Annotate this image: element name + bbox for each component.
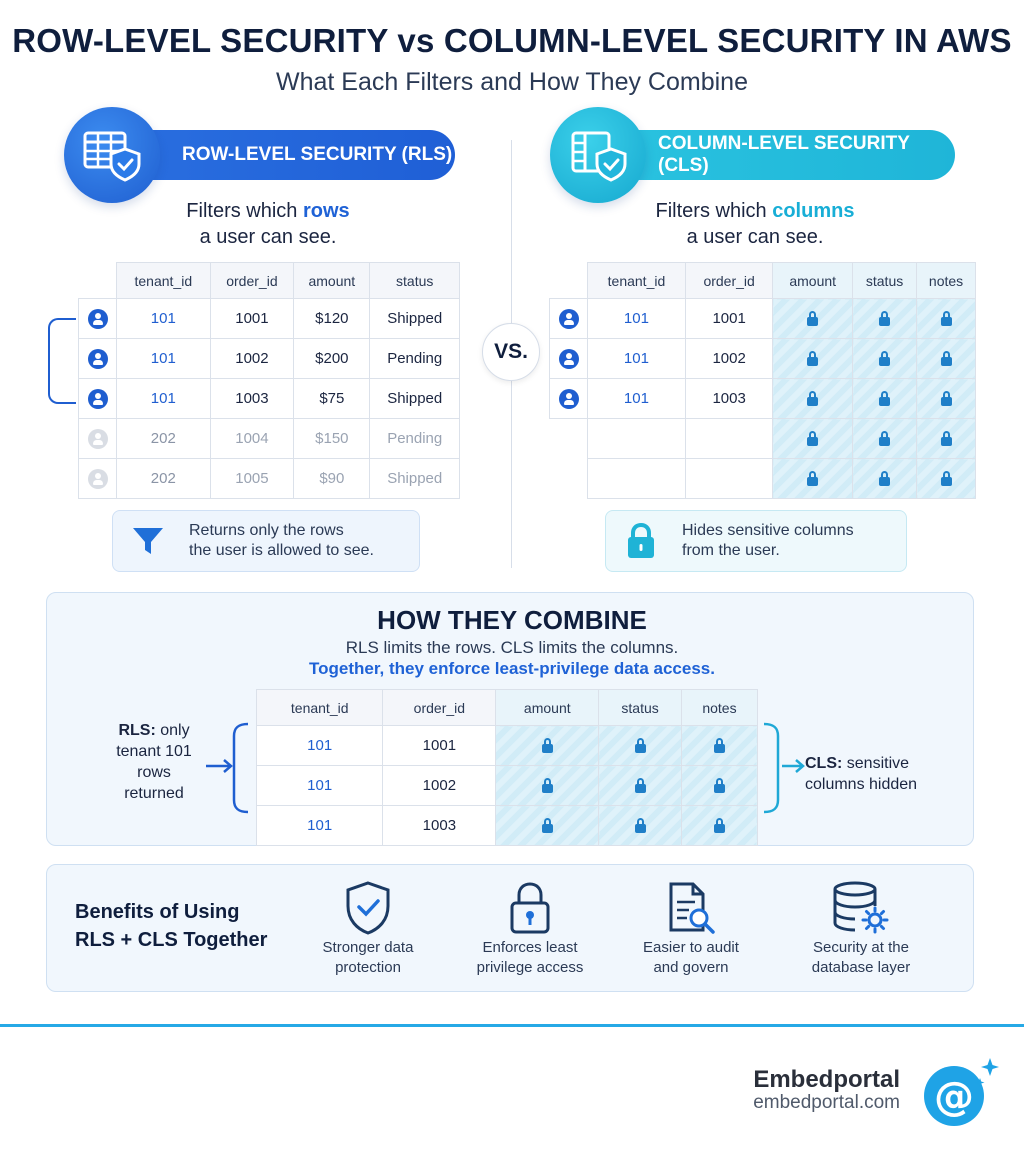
rls-table — [78, 262, 460, 499]
brand-logo-icon — [918, 1054, 1004, 1130]
footer-divider — [0, 1024, 1024, 1027]
table-cell: $120 — [294, 299, 370, 339]
lock-icon — [635, 744, 646, 753]
lock-icon — [941, 317, 952, 326]
combine-table — [256, 689, 758, 846]
combine-line1: RLS limits the rows. CLS limits the columns. — [345, 638, 679, 657]
lock-icon — [807, 357, 818, 366]
cls-table-shield-icon — [550, 107, 646, 203]
cls-col-header: amount — [773, 263, 853, 299]
table-cell: 101 — [588, 339, 686, 379]
combine-col-header: notes — [681, 690, 757, 726]
table-cell: 1004 — [210, 419, 294, 459]
cls-note-line2: from the user. — [682, 542, 780, 559]
table-cell: 101 — [588, 299, 686, 339]
table-row-empty — [550, 459, 976, 499]
rls-header-spacer — [79, 263, 117, 299]
rls-note — [112, 510, 420, 572]
table-cell: 1001 — [383, 726, 496, 766]
rls-bracket-arrow — [204, 722, 256, 814]
table-cell: 1005 — [210, 459, 294, 499]
table-row — [79, 379, 460, 419]
shield-check-icon — [344, 880, 392, 936]
lock-icon — [542, 784, 553, 793]
cls-header-spacer — [550, 263, 588, 299]
padlock-icon — [508, 880, 552, 936]
svg-text:@: @ — [934, 1074, 974, 1120]
combine-line2: Together, they enforce least-privilege data access. — [309, 659, 715, 678]
document-search-icon — [665, 880, 717, 936]
table-cell: 101 — [257, 726, 383, 766]
cls-col-header: status — [853, 263, 917, 299]
combine-col-header: amount — [496, 690, 599, 726]
cls-header-pill — [598, 130, 955, 180]
lock-icon — [879, 357, 890, 366]
table-cell: Shipped — [370, 379, 460, 419]
rls-description: Filters which rows a user can see. — [186, 200, 350, 248]
benefit-item: Security at the database layer — [786, 878, 936, 978]
table-cell: Shipped — [370, 459, 460, 499]
user-icon — [88, 349, 108, 369]
cls-description: Filters which columns a user can see. — [655, 200, 855, 248]
rls-col-header: status — [370, 263, 460, 299]
lock-icon — [807, 317, 818, 326]
user-icon — [88, 429, 108, 449]
benefits-title: Benefits of Using RLS + CLS Together — [75, 901, 268, 951]
cls-col-header: tenant_id — [588, 263, 686, 299]
table-cell: 101 — [117, 299, 211, 339]
table-cell: 1003 — [210, 379, 294, 419]
table-cell: Pending — [370, 419, 460, 459]
combine-title: HOW THEY COMBINE — [377, 605, 647, 635]
table-cell: 101 — [257, 766, 383, 806]
rls-col-header: tenant_id — [117, 263, 211, 299]
table-row — [550, 339, 976, 379]
table-row-empty — [550, 419, 976, 459]
user-icon — [559, 349, 579, 369]
table-cell: 101 — [117, 339, 211, 379]
benefit-item: Easier to audit and govern — [616, 878, 766, 978]
user-icon — [88, 389, 108, 409]
combine-cls-label: CLS: sensitive columns hidden — [805, 755, 918, 793]
table-row — [550, 299, 976, 339]
cls-col-header: notes — [917, 263, 976, 299]
funnel-icon — [131, 524, 165, 558]
table-cell: 1002 — [210, 339, 294, 379]
cls-table — [549, 262, 976, 499]
cls-note-line1: Hides sensitive columns — [682, 522, 854, 539]
rls-header-pill — [110, 130, 455, 180]
table-row — [79, 299, 460, 339]
rls-col-header: amount — [294, 263, 370, 299]
lock-icon — [714, 744, 725, 753]
brand-url: embedportal.com — [753, 1092, 900, 1113]
lock-icon — [542, 824, 553, 833]
lock-icon — [635, 784, 646, 793]
lock-icon — [807, 397, 818, 406]
table-cell: Shipped — [370, 299, 460, 339]
user-icon — [88, 469, 108, 489]
brand-name: Embedportal — [753, 1066, 900, 1093]
vs-badge: VS. — [482, 323, 540, 381]
combine-col-header: status — [599, 690, 682, 726]
database-gear-icon — [831, 880, 891, 936]
lock-icon — [807, 477, 818, 486]
lock-icon — [879, 477, 890, 486]
lock-icon — [941, 477, 952, 486]
rls-col-header: order_id — [210, 263, 294, 299]
table-row — [257, 806, 758, 846]
table-cell: 101 — [257, 806, 383, 846]
rls-note-line1: Returns only the rows — [189, 522, 344, 539]
lock-icon — [714, 784, 725, 793]
lock-icon — [879, 317, 890, 326]
rls-table-shield-icon — [64, 107, 160, 203]
table-cell: 1001 — [685, 299, 772, 339]
page-title: ROW-LEVEL SECURITY vs COLUMN-LEVEL SECURITY IN AWS — [12, 22, 1012, 59]
table-cell: Pending — [370, 339, 460, 379]
table-cell: $200 — [294, 339, 370, 379]
padlock-icon — [624, 522, 658, 560]
user-icon — [559, 309, 579, 329]
table-row — [550, 379, 976, 419]
combine-rls-label: RLS: only tenant 101 rows returned — [116, 722, 192, 802]
table-cell: 101 — [117, 379, 211, 419]
user-icon — [88, 309, 108, 329]
table-row — [79, 339, 460, 379]
user-icon — [559, 389, 579, 409]
table-cell: 202 — [117, 459, 211, 499]
rls-note-line2: the user is allowed to see. — [189, 542, 374, 559]
rls-header-label: ROW-LEVEL SECURITY (RLS) — [182, 144, 453, 165]
lock-icon — [542, 744, 553, 753]
lock-icon — [941, 437, 952, 446]
table-cell: $90 — [294, 459, 370, 499]
table-cell: 1001 — [210, 299, 294, 339]
combine-col-header: tenant_id — [257, 690, 383, 726]
table-cell: $75 — [294, 379, 370, 419]
cls-col-header: order_id — [685, 263, 772, 299]
table-row — [257, 766, 758, 806]
page-subtitle: What Each Filters and How They Combine — [276, 68, 748, 96]
lock-icon — [807, 437, 818, 446]
rls-row-bracket — [48, 318, 76, 404]
benefit-item: Stronger data protection — [293, 878, 443, 978]
benefit-item: Enforces least privilege access — [455, 878, 605, 978]
combine-col-header: order_id — [383, 690, 496, 726]
lock-icon — [941, 357, 952, 366]
cls-note — [605, 510, 907, 572]
lock-icon — [714, 824, 725, 833]
cls-header-label: COLUMN-LEVEL SECURITY (CLS) — [658, 133, 910, 176]
lock-icon — [941, 397, 952, 406]
lock-icon — [635, 824, 646, 833]
table-cell: 202 — [117, 419, 211, 459]
lock-icon — [879, 397, 890, 406]
table-cell: 1002 — [685, 339, 772, 379]
table-cell: $150 — [294, 419, 370, 459]
table-cell: 1002 — [383, 766, 496, 806]
table-cell: 1003 — [383, 806, 496, 846]
table-cell: 101 — [588, 379, 686, 419]
table-row — [257, 726, 758, 766]
cls-bracket-arrow — [762, 722, 806, 814]
lock-icon — [879, 437, 890, 446]
table-row-hidden — [79, 419, 460, 459]
table-row-hidden — [79, 459, 460, 499]
table-cell: 1003 — [685, 379, 772, 419]
